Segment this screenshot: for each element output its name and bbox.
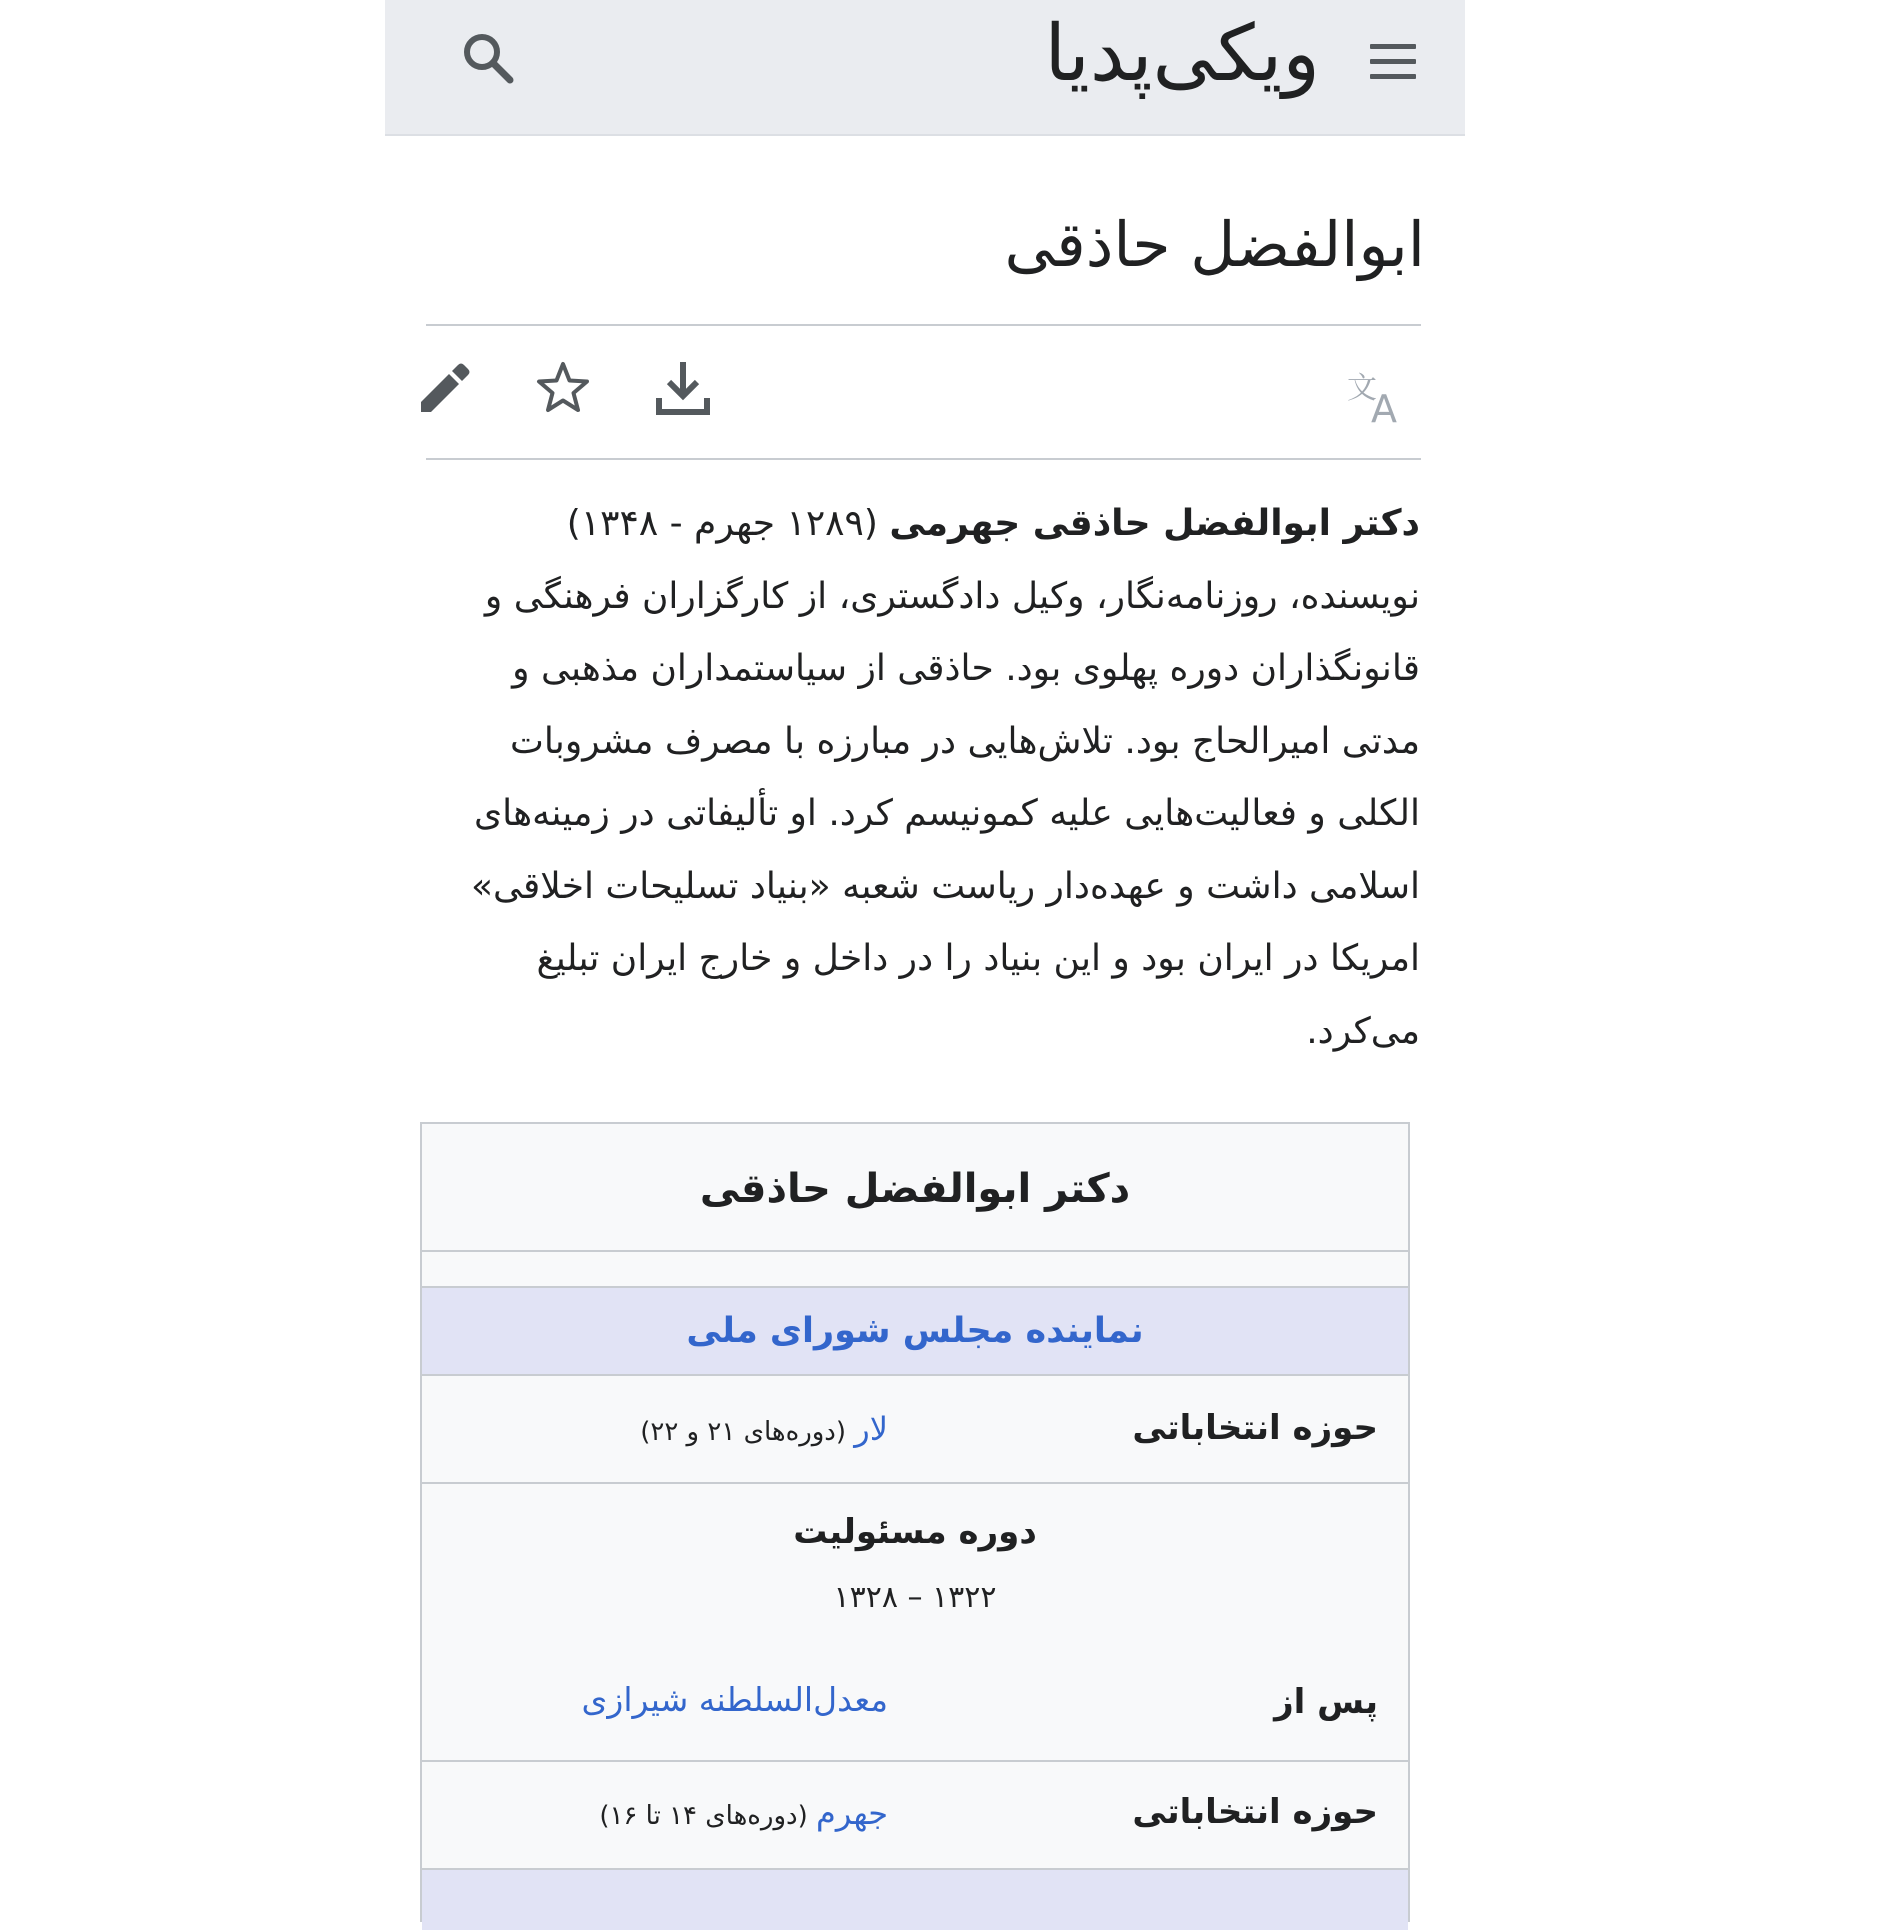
svg-text:文: 文 [1347, 371, 1377, 406]
infobox-row-constituency-1 [422, 1376, 1408, 1484]
lead-paragraph [425, 488, 1420, 1068]
pencil-icon[interactable] [413, 358, 473, 418]
page-title: ابوالفضل حاذقی [1004, 208, 1425, 281]
constituency-note: (دوره‌های ۲۱ و ۲۲) [640, 1417, 855, 1447]
preceded-label: پس از [1274, 1682, 1378, 1722]
constituency-value [640, 1410, 888, 1448]
constituency-value-2 [599, 1794, 888, 1832]
page [385, 0, 1465, 1885]
term-value: ۱۳۲۲ – ۱۳۲۸ [833, 1580, 997, 1615]
title-divider [426, 324, 1421, 326]
constituency-link-lar[interactable]: لار [854, 1410, 888, 1448]
translate-icon[interactable] [1345, 364, 1409, 428]
site-brand[interactable]: ویکی‌پدیا [1044, 9, 1320, 99]
lead-bold-name: دکتر ابوالفضل حاذقی جهرمی [889, 503, 1420, 544]
infobox-section-header[interactable]: نماینده مجلس شورای ملی [422, 1288, 1408, 1376]
star-icon[interactable] [533, 358, 593, 418]
svg-text:A: A [1371, 387, 1397, 428]
predecessor-link[interactable]: معدل‌السلطنه شیرازی [581, 1680, 888, 1719]
constituency-label: حوزه انتخاباتی [1132, 1408, 1378, 1448]
menu-icon[interactable] [1366, 34, 1420, 88]
search-icon[interactable] [460, 30, 516, 86]
term-label: دوره مسئولیت [793, 1512, 1037, 1552]
constituency-note-2: (دوره‌های ۱۴ تا ۱۶) [599, 1801, 816, 1831]
header-bar [385, 0, 1465, 136]
constituency-link-jahrom[interactable]: جهرم [816, 1794, 888, 1832]
lead-text: (۱۲۸۹ جهرم - ۱۳۴۸) نویسنده، روزنامه‌نگار، وکیل دادگستری، از کارگزاران فرهنگی و قانونگذاران دوره پهلوی بود. حاذقی از سیاستمداران مذهبی و مدتی امیرالحاج بود. تلاش‌هایی در مبارزه با مصرف مشروبات الکلی و فعالیت‌هایی علیه کمونیسم کرد. او تألیفاتی در زمینه‌های اسلامی داشت و عهده‌دار ریاست شعبه «بنیاد تسلیحات اخلاقی» امریکا در ایران بود و این بنیاد را در داخل و خارج ایران تبلیغ می‌کرد. [470, 503, 1420, 1052]
infobox-image-row [422, 1250, 1408, 1288]
preceded-value [582, 1680, 888, 1719]
download-icon[interactable] [653, 358, 713, 418]
toolbar-divider [426, 458, 1421, 460]
infobox-row-constituency-2 [422, 1762, 1408, 1870]
infobox-row-term [422, 1484, 1408, 1762]
infobox-title: دکتر ابوالفضل حاذقی [422, 1124, 1408, 1252]
infobox-next-section-header [422, 1870, 1408, 1930]
infobox [420, 1122, 1410, 1922]
constituency-label-2: حوزه انتخاباتی [1132, 1792, 1378, 1832]
